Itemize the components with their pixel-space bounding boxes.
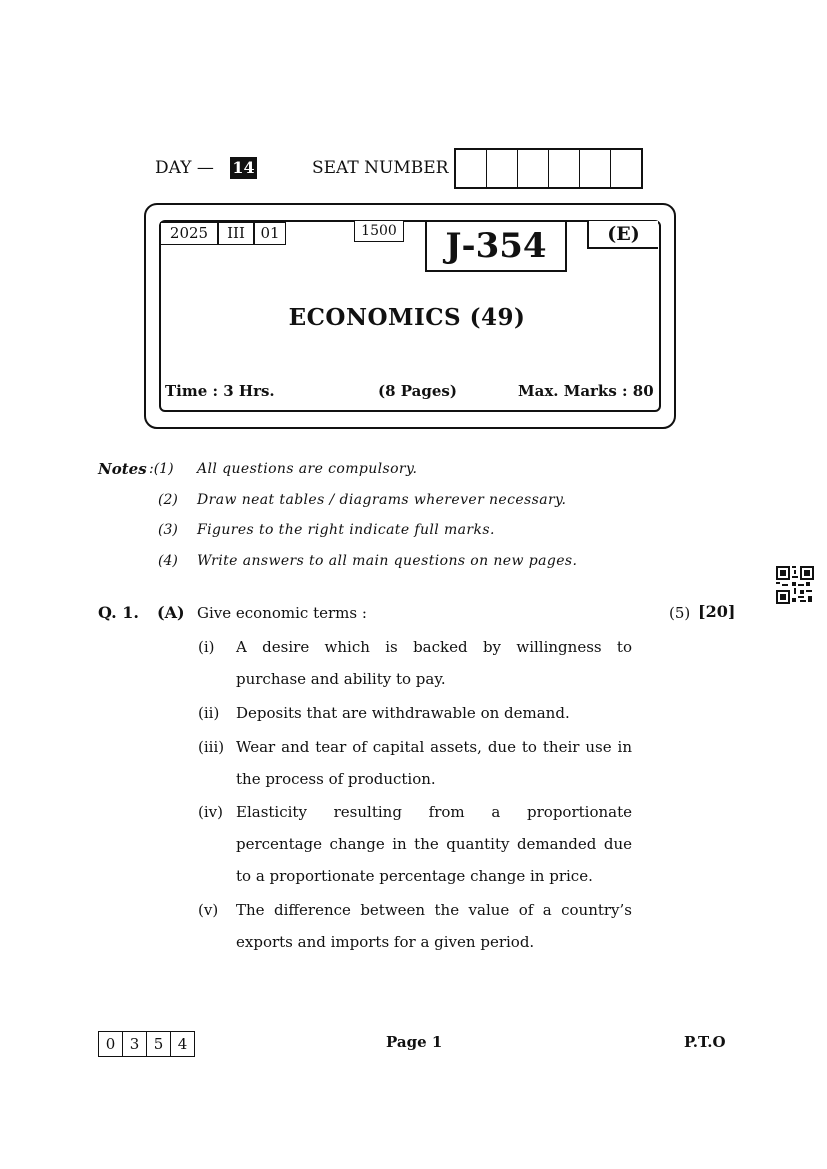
note-number: :(1) (149, 461, 174, 477)
page-number: Page 1 (386, 1033, 443, 1051)
seat-box[interactable] (580, 150, 611, 187)
paper-code: J-354 (425, 220, 567, 272)
please-turn-over: P.T.O (684, 1033, 726, 1051)
item-text: Wear and tear of capital assets, due to their use in the process of production. (236, 738, 632, 788)
medium-code: (E) (587, 221, 658, 249)
seat-box[interactable] (487, 150, 518, 187)
item-text: Elasticity resulting from a proportionate percentage change in the quantity demanded due to a proportionate percentage change in price. (236, 803, 632, 885)
note-number: (2) (158, 492, 178, 508)
code-digit: 0 (99, 1032, 123, 1056)
exam-code-a: III (218, 222, 254, 245)
seat-number-boxes (454, 148, 643, 189)
question-title: Give economic terms : (197, 604, 367, 622)
note-number: (3) (158, 522, 178, 538)
day-number: 14 (230, 157, 257, 179)
question-total-marks: [20] (698, 602, 736, 621)
note-number: (4) (158, 553, 178, 569)
seat-box[interactable] (549, 150, 580, 187)
note-text: Figures to the right indicate full marks. (197, 522, 495, 538)
exam-max-marks: Max. Marks : 80 (518, 382, 654, 400)
item-number: (iv) (198, 803, 223, 821)
code-digit: 3 (123, 1032, 147, 1056)
seat-number-label: SEAT NUMBER (312, 158, 449, 178)
question-number: Q. 1. (98, 603, 139, 622)
exam-pages: (8 Pages) (378, 382, 457, 400)
code-digit: 4 (177, 1035, 188, 1053)
exam-year: 2025 (160, 222, 218, 245)
seat-box[interactable] (456, 150, 487, 187)
exam-time: Time : 3 Hrs. (165, 382, 275, 400)
item-number: (ii) (198, 704, 220, 722)
notes-label: Notes (98, 460, 147, 478)
note-text: Write answers to all main questions on new pages. (197, 553, 578, 569)
seat-box[interactable] (518, 150, 549, 187)
exam-code-b: 01 (254, 222, 286, 245)
day-label: DAY — (155, 158, 214, 178)
qr-code-icon (776, 566, 814, 604)
paper-code-boxes (98, 1031, 195, 1057)
item-number: (i) (198, 638, 215, 656)
note-text: All questions are compulsory. (197, 461, 418, 477)
note-text: Draw neat tables / diagrams wherever necessary. (197, 492, 567, 508)
item-number: (v) (198, 901, 219, 919)
subject-title: ECONOMICS (49) (288, 304, 526, 331)
question-marks: (5) (669, 604, 691, 622)
exam-count: 1500 (354, 220, 404, 242)
question-part: (A) (157, 603, 185, 622)
item-text: The difference between the value of a country’s exports and imports for a given period. (236, 901, 632, 951)
seat-box[interactable] (611, 150, 641, 187)
item-number: (iii) (198, 738, 225, 756)
item-text: A desire which is backed by willingness to purchase and ability to pay. (236, 638, 632, 688)
item-text: Deposits that are withdrawable on demand. (236, 704, 570, 722)
code-digit: 5 (147, 1032, 171, 1056)
